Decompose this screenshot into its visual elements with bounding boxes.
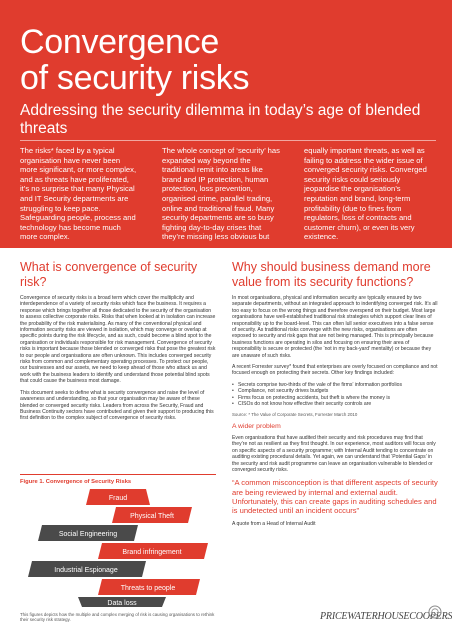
intro-column-1: The risks* faced by a typical organisation have never been more significant, or more complex, and as threats have proliferated, it’s no surprise that many Physical and IT Security departments are struggling to keep pace. Safeguarding people, process and technology has become much more complex. bbox=[20, 146, 137, 242]
label-fraud: Fraud bbox=[108, 495, 128, 502]
left-column bbox=[20, 260, 216, 427]
logo-emblem-icon bbox=[428, 605, 442, 619]
label-physical-theft: Physical Theft bbox=[130, 513, 174, 520]
intro-footnote: * Risks = Threat and vulnerabilities bbox=[304, 247, 388, 254]
pull-quote: “A common misconception is that different aspects of security are being reviewed by internal and external audit. Unfortunately, this can create gaps in auditing schedules and is undetected until an incident occurs” bbox=[232, 478, 438, 516]
right-paragraph-3: Even organisations that have audited their security and risk procedures may find that they’re not as resilient as they first thought. In our experience, most auditors will focus only on specific aspects of a security programme; with Internal Audit tending to concentrate on auditing existing procedural details. Yet again, we can understand that ‘Potential Gaps’ in the security and risk audit programme can leave an organisation vulnerable to blended or converged security risks. bbox=[232, 434, 436, 473]
page-subtitle: Addressing the security dilemma in today’s age of blended threats bbox=[20, 102, 421, 137]
right-column bbox=[232, 260, 438, 527]
figure-caption: This figures depicts how the multiple and complex merging of risk is causing organisations to rethink their security risk strategy. bbox=[20, 612, 215, 623]
quote-attribution: A quote from a Head of Internal Audit bbox=[232, 520, 316, 527]
intro-column-3 bbox=[304, 146, 436, 255]
list-item: • CISOs do not know how effective their security controls are bbox=[232, 401, 438, 407]
left-paragraph-1: Convergence of security risks is a broad term which cover the multiplicity and interdependence of a variety of security risks which face the business. It requires a response which brings together all those dedicated to the security of the organisation to assess collective corporate risks. Risks that when looked at in isolation can increase the probability of the risk materialising. As many of the conventional physical and information security risks are viewed in isolation, which may converge or overlap at specific points during the risk lifecycle, and as such, could become a blind spot to the organisation or individuals responsible for risk management. Convergence of security risks is important because those blended or converged risks that pose the greatest risk to our people and organisations are often unknown. This includes converged security risks from common and complementary operating processes. To protect our people, our businesses and our assets, we need to keep ahead of those who attack us and work with the business leaders to identify and understand those potential blind spots that could cause the business most damage. bbox=[20, 295, 216, 385]
hero-divider bbox=[20, 140, 436, 141]
left-heading: What is convergence of security risk? bbox=[20, 260, 198, 289]
convergence-diagram bbox=[20, 487, 216, 607]
label-brand-infringement: Brand infringement bbox=[122, 549, 182, 556]
figure-convergence bbox=[20, 474, 216, 606]
logo-wordmark: PRICEWATERHOUSECOOPERS bbox=[320, 611, 452, 622]
intro-column-2: The whole concept of ‘security’ has expanded way beyond the traditional remit into areas like brand and IP protection, human protection, loss prevention, organised crime, parallel trading, online and traditional fraud. Many security departments are so busy fighting day-to-day crises that they’re missing less obvious but bbox=[162, 146, 280, 242]
label-industrial-espionage: Industrial Espionage bbox=[54, 567, 118, 574]
label-social-engineering: Social Engineering bbox=[58, 531, 118, 538]
list-item: • Compliance, not security drives budgets bbox=[232, 388, 438, 394]
left-paragraph-2: This document seeks to define what is security convergence and raise the level of awareness and understanding, so that your organisation may be aware of these blended or converged security risks. Leaders from across the Security, Fraud and Business Continuity sectors have contributed and given their support to producing this first definition to the complex subject of convergence of security risks. bbox=[20, 389, 214, 422]
label-data-loss: Data loss bbox=[107, 600, 137, 607]
right-heading: Why should business demand more value from its security functions? bbox=[232, 260, 431, 289]
list-item: • Firms focus on protecting accidents, but theft is where the money is bbox=[232, 395, 438, 401]
list-item: • Secrets comprise two-thirds of the vale of the firms’ information portfolios bbox=[232, 382, 438, 388]
title-line-2: of security risks bbox=[20, 59, 250, 97]
right-paragraph-2: A recent Forrester survey* found that enterprises are overly focused on compliance and not focused enough on protecting their secrets. Other key findings included: bbox=[232, 364, 438, 377]
source-note: Source: * The Value of Corporate Secrets, Forrester March 2010 bbox=[232, 411, 358, 417]
right-paragraph-1: In most organisations, physical and information security are typically ensured by two separate departments, without an integrated approach to indentifying converged risk. It’s all too easy to focus on the wrong things and therefore overspend on their budget. Most large organisations have well-established traditional risk strategies which support clear lines of responsibility up to the board-level. This can often lull senior executives into a false sense of security. As traditional risks converge with the new risks, organisations are often exposed to security and risk gaps that are not being managed. This is principally because business functions are operating in silos and focusing on ensuring their area of responsibility is secure or protected (the ‘not in my back-yard’ mentality) or because they are unaware of such risks. bbox=[232, 295, 438, 359]
page-title bbox=[20, 24, 249, 96]
title-line-1: Convergence bbox=[20, 23, 219, 61]
subheading-wider-problem: A wider problem bbox=[232, 422, 281, 430]
figure-title: Figure 1. Convergence of Security Risks bbox=[20, 479, 132, 485]
label-threats-to-people: Threats to people bbox=[120, 585, 176, 592]
findings-list bbox=[232, 382, 438, 408]
hero-banner bbox=[0, 0, 452, 254]
pwc-logo bbox=[320, 603, 452, 629]
intro-column-3-text: equally important threats, as well as failing to address the wider issue of converged security risks. Converged security risks could seriously jeopardise the organisation’s reputation and brand, long-term profitability (due to fines from regulators, loss of contracts and customer churn), or even its very existence. bbox=[304, 146, 427, 242]
